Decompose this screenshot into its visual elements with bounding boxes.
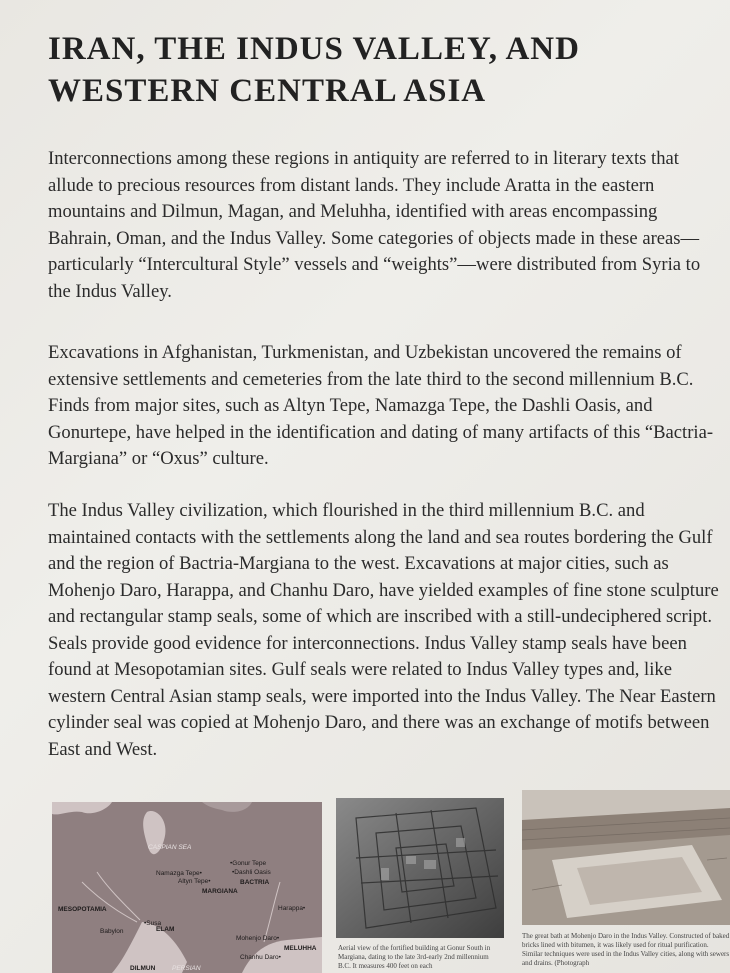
panel-title: IRAN, THE INDUS VALLEY, AND WESTERN CENTRAL ASIA: [48, 31, 580, 109]
map-label-mesopotamia: MESOPOTAMIA: [58, 906, 107, 913]
map-label-mohenjo: Mohenjo Daro•: [236, 935, 280, 942]
great-bath-photo: [522, 790, 730, 925]
map-label-margiana: MARGIANA: [202, 888, 238, 895]
paragraph-indus-valley: The Indus Valley civilization, which flourished in the third millennium B.C. and maintained contacts with the settlements along the land and sea routes bordering the Gulf and the region of Bactria-Margiana to the west. Excavations at major cities, such as Mohenjo Daro, Harappa, and Chanhu Daro, have yielded examples of fine stone sculpture and rectangular stamp seals, some of which are inscribed with a still-undeciphered script. Seals provide good evidence for interconnections. Indus Valley stamp seals have been found at Mesopotamian sites. Gulf seals were related to Indus Valley types and, like western Central Asian stamp seals, were imported into the Indus Valley. The Near Eastern cylinder seal was copied at Mohenjo Daro, and there was an exchange of motifs between East and West.: [48, 500, 719, 760]
map-label-susa: •Susa: [144, 920, 162, 927]
map-label-bactria: BACTRIA: [240, 879, 270, 886]
caption-great-bath: The great bath at Mohenjo Daro in the Indus Valley. Constructed of baked bricks lined with bitumen, it was likely used for ritual purification. Similar techniques were used in the Indus Valley cities, along with sewers and drains. (Photograph: [522, 932, 730, 967]
paragraph-excavations: Excavations in Afghanistan, Turkmenistan, and Uzbekistan uncovered the remains of extensive settlements and cemeteries from the late third to the second millennium B.C. Finds from major sites, such as Altyn Tepe, Namazga Tepe, the Dashli Oasis, and Gonurtepe, have helped in the identification and dating of many artifacts of this “Bactria-Margiana” or “Oxus” culture.: [48, 342, 714, 469]
region-map-image: [52, 802, 322, 973]
map-label-dashli: •Dashli Oasis: [232, 869, 271, 876]
map-label-gonur: •Gonur Tepe: [230, 860, 267, 867]
map-label-elam: ELAM: [156, 926, 175, 933]
map-label-babylon: Babylon: [100, 928, 124, 935]
map-label-dilmun: DILMUN: [130, 965, 156, 972]
map-label-harappa: Harappa•: [278, 905, 306, 912]
caption-aerial: Aerial view of the fortified building at Gonur South in Margiana, dating to the late 3rd-early 2nd millennium B.C. It measures 400 feet on each: [338, 944, 491, 970]
map-graphic: [52, 802, 322, 973]
map-label-caspian: CASPIAN SEA: [148, 844, 192, 851]
map-label-altyn: Altyn Tepe•: [178, 878, 211, 885]
great-bath-graphic: [522, 790, 730, 925]
aerial-photo-gonur: [336, 798, 504, 938]
map-label-chanhu: Chanhu Daro•: [240, 954, 281, 961]
paragraph-interconnections: Interconnections among these regions in antiquity are referred to in literary texts that allude to precious resources from distant lands. They include Aratta in the eastern mountains and Dilmun, Magan, and Meluhha, identified with areas encompassing Bahrain, Oman, and the Indus Valley. Some categories of objects made in these areas—particularly “Intercultural Style” vessels and “weights”—were distributed from Syria to the Indus Valley.: [48, 148, 701, 302]
map-label-namazga: Namazga Tepe•: [156, 870, 202, 877]
aerial-photo-graphic: [336, 798, 504, 938]
map-label-persian: PERSIAN: [172, 965, 201, 972]
map-label-meluhha: MELUHHA: [284, 945, 317, 952]
